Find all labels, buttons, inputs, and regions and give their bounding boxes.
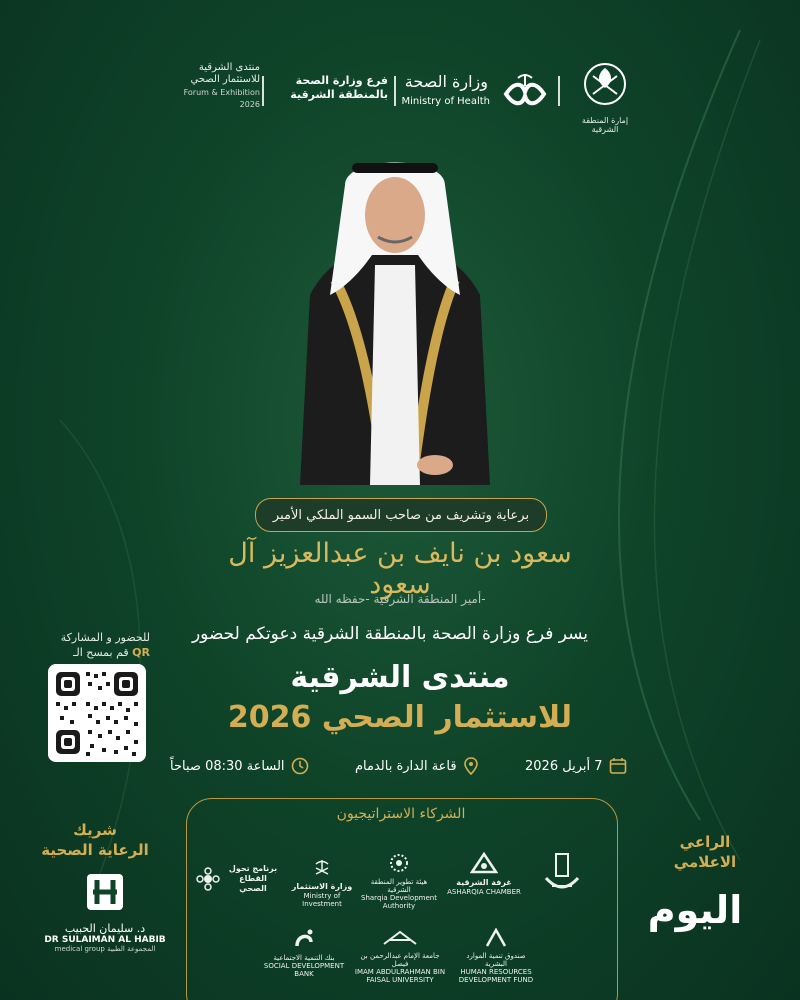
branch-logo-line2: بالمنطقة الشرقية [290,88,388,101]
prince-name: سعود بن نايف بن عبدالعزيز آل سعود [228,538,572,600]
qr-caption-bold: QR [132,646,150,659]
health-partner-title-2: الرعاية الصحية [41,841,149,859]
partner-sub: HUMAN RESOURCES DEVELOPMENT FUND [458,968,534,984]
partner-sub: Ministry of Investment [302,892,342,908]
partner-name: برنامج تحول القطاع الصحي [228,864,278,893]
partner-sub: ASHARQIA CHAMBER [447,888,521,896]
partner-name: صندوق تنمية الموارد البشرية [466,952,526,968]
partner-sub: IMAM ABDULRAHMAN BIN FAISAL UNIVERSITY [354,968,446,984]
event-time [170,757,309,775]
partner-logo-asharqia-chamber [446,852,522,896]
alyaum-logo: اليوم [647,888,743,932]
patronage-text: برعاية وتشريف من صاحب السمو الملكي الأمير [272,507,530,523]
clock-icon [291,757,309,775]
forum-title-line2: للاستثمار الصحي 2026 [227,700,573,735]
logo-separator [262,76,264,106]
moh-logo-ar: وزارة الصحة [404,72,488,91]
branch-logo-line1: فرع وزارة الصحة [295,74,388,87]
prince-title: أمير المنطقة الشرقية -حفظه الله- [314,592,486,606]
habib-logo [30,872,180,953]
chamber-emblem-icon [470,852,498,874]
partner-logo-heritage [540,852,584,900]
health-partner-title [30,820,160,860]
partner-logo-hrdf [456,928,536,984]
logo-separator [558,76,560,106]
heritage-emblem-icon [542,852,582,896]
qr-caption [40,630,150,660]
event-time-text: الساعة 08:30 صباحاً [170,758,285,774]
event-info-row [170,757,630,781]
event-date-text: 7 أبريل 2026 [525,758,603,774]
moh-emblem-icon [500,72,550,112]
forum-logo [150,62,260,110]
prince-portrait [290,145,500,485]
moh-logo-en: Ministry of Health [401,96,490,107]
partner-sub: Sharqia Development Authority [361,894,437,910]
logo-separator [394,76,396,106]
habib-en: DR SULAIMAN AL HABIB [44,935,166,945]
branch-logo [268,74,388,102]
university-emblem-icon [382,928,418,948]
partner-logo-iau [352,928,448,984]
sdb-emblem-icon [293,928,315,950]
partner-sub: SOCIAL DEVELOPMENT BANK [263,962,345,978]
location-pin-icon [463,757,479,775]
habib-emblem-icon [85,872,125,912]
media-sponsor-title [640,832,770,872]
calendar-icon [609,757,627,775]
forum-logo-en-2: 2026 [239,100,260,109]
header-logo-bar [150,62,650,134]
qr-caption-line1: للحضور و المشاركة [60,631,150,644]
media-sponsor-title-2: الاعلامي [673,853,737,871]
forum-logo-ar-1: منتدى الشرقية [198,62,260,73]
palm-swords-icon [312,858,332,878]
partner-name: هيئة تطوير المنطقة الشرقية [370,878,428,894]
forum-logo-en-1: Forum & Exhibition [183,88,260,97]
partner-logo-sdb [262,928,346,978]
strategic-partners-title: الشركاء الاستراتيجيون [336,806,466,822]
partner-logo-sharqia-authority [360,852,438,910]
hrdf-emblem-icon [485,928,507,948]
habib-ar: د. سليمان الحبيب [64,922,146,935]
partner-logo-ministry-investment [290,858,354,908]
emirate-logo [570,62,640,134]
health-partner-title-1: شريك [73,821,117,839]
event-date [525,757,627,775]
patronage-pill [255,498,547,532]
invitation-text: يسر فرع وزارة الصحة بالمنطقة الشرقية دعوتكم لحضور [191,624,589,644]
event-venue [355,757,479,775]
forum-logo-ar-2: للاستثمار الصحي [190,74,260,85]
saudi-emblem-icon [583,62,627,110]
forum-title-line1: منتدى الشرقية [290,660,510,695]
qr-caption-prefix: قم بمسح الـ [73,646,129,659]
emirate-logo-caption: إمارة المنطقة الشرقية [581,116,629,134]
event-venue-text: قاعة الدارة بالدمام [355,758,457,774]
partner-name: جامعة الإمام عبدالرحمن بن فيصل [360,952,440,968]
partner-name: غرفة الشرقية [456,878,512,887]
registration-qr-code[interactable] [48,664,146,762]
sunburst-icon [386,852,412,874]
partner-name: وزارة الاستثمار [291,882,353,891]
partner-name: بنك التنمية الاجتماعية [273,954,335,962]
media-sponsor-title-1: الراعي [679,833,731,851]
partner-logo-health-transformation [196,864,286,894]
flower-emblem-icon [196,867,220,891]
habib-en-sub: medical group المجموعة الطبية [54,945,156,953]
